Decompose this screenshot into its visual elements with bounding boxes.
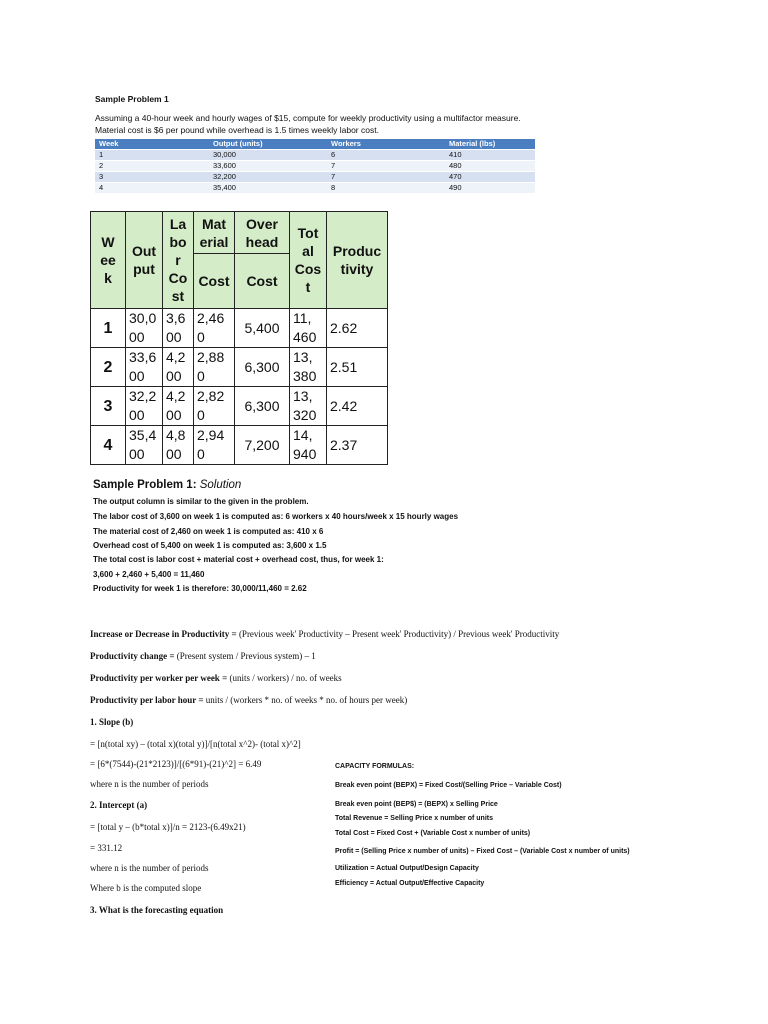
cell-material: 470 bbox=[445, 172, 535, 183]
header-week: W ee k bbox=[91, 212, 126, 309]
solution-header-row bbox=[91, 212, 388, 254]
header-output: Output (units) bbox=[209, 139, 327, 150]
problem-description-line-1: Assuming a 40-hour week and hourly wages of $15, compute for weekly productivity using a multifactor measure. bbox=[95, 113, 521, 123]
header-productivity: Produc tivity bbox=[327, 212, 388, 309]
cell-material-cost: 2,46 0 bbox=[194, 309, 235, 348]
formula-label: Increase or Decrease in Productivity = bbox=[90, 629, 237, 639]
capacity-line: Total Revenue = Selling Price x number of units bbox=[335, 815, 493, 822]
header-material: Mat erial bbox=[194, 212, 235, 254]
cell-productivity: 2.51 bbox=[327, 348, 388, 387]
capacity-line: Efficiency = Actual Output/Effective Capacity bbox=[335, 880, 485, 887]
cell-output: 30,0 00 bbox=[126, 309, 163, 348]
cell-labor-cost: 4,2 00 bbox=[163, 348, 194, 387]
solution-heading-text: Sample Problem 1: bbox=[93, 479, 200, 491]
formula-text: (units / workers) / no. of weeks bbox=[227, 673, 342, 683]
cell-total-cost: 13, 380 bbox=[290, 348, 327, 387]
cell-total-cost: 13, 320 bbox=[290, 387, 327, 426]
capacity-line: Break even point (BEP$) = (BEPX) x Selling Price bbox=[335, 801, 498, 808]
cell-week: 1 bbox=[91, 309, 126, 348]
slope-formula: = [n(total xy) – (total x)(total y)]/[n(total x^2)- (total x)^2] bbox=[90, 739, 301, 749]
formula-text: units / (workers * no. of weeks * no. of hours per week) bbox=[203, 695, 408, 705]
slope-note: where n is the number of periods bbox=[90, 779, 209, 789]
capacity-title: CAPACITY FORMULAS: bbox=[335, 763, 415, 770]
solution-line: The total cost is labor cost + material cost + overhead cost, thus, for week 1: bbox=[93, 555, 384, 564]
solution-line: The output column is similar to the given in the problem. bbox=[93, 497, 309, 506]
solution-heading-emphasis: Solution bbox=[199, 479, 242, 491]
header-material: Material (lbs) bbox=[445, 139, 535, 150]
solution-line: 3,600 + 2,460 + 5,400 = 11,460 bbox=[93, 570, 205, 579]
cell-output: 30,000 bbox=[209, 150, 327, 161]
table-row bbox=[95, 172, 535, 183]
slope-computation: = [6*(7544)-(21*2123)]/[(6*91)-(21)^2] = 6.49 bbox=[90, 759, 262, 769]
intercept-note-slope: Where b is the computed slope bbox=[90, 883, 202, 893]
cell-labor-cost: 4,2 00 bbox=[163, 387, 194, 426]
intercept-result: = 331.12 bbox=[90, 843, 123, 853]
table-row bbox=[91, 309, 388, 348]
cell-week: 3 bbox=[95, 172, 209, 183]
slope-title: 1. Slope (b) bbox=[90, 717, 134, 727]
formula-label: Productivity per worker per week = bbox=[90, 673, 228, 683]
table-row bbox=[91, 348, 388, 387]
solution-table bbox=[90, 211, 388, 465]
cell-week: 1 bbox=[95, 150, 209, 161]
formula-text: (Present system / Previous system) – 1 bbox=[174, 651, 316, 661]
intercept-note: where n is the number of periods bbox=[90, 863, 209, 873]
formula-per-worker bbox=[90, 673, 342, 683]
table-row bbox=[91, 426, 388, 465]
cell-workers: 8 bbox=[327, 183, 445, 194]
cell-material-cost: 2,88 0 bbox=[194, 348, 235, 387]
header-output: Out put bbox=[126, 212, 163, 309]
header-overhead: Over head bbox=[235, 212, 290, 254]
formula-per-labor-hour bbox=[90, 695, 407, 705]
table-row bbox=[95, 161, 535, 172]
cell-material-cost: 2,94 0 bbox=[194, 426, 235, 465]
cell-overhead-cost: 6,300 bbox=[235, 387, 290, 426]
cell-labor-cost: 4,8 00 bbox=[163, 426, 194, 465]
cell-week: 4 bbox=[95, 183, 209, 194]
cell-output: 32,2 00 bbox=[126, 387, 163, 426]
table-row bbox=[91, 387, 388, 426]
problem-data-table bbox=[95, 139, 535, 193]
cell-output: 33,600 bbox=[209, 161, 327, 172]
header-labor-cost: La bo r Co st bbox=[163, 212, 194, 309]
solution-line: The labor cost of 3,600 on week 1 is computed as: 6 workers x 40 hours/week x 15 hourly wages bbox=[93, 512, 459, 521]
cell-output: 32,200 bbox=[209, 172, 327, 183]
formula-productivity-change bbox=[90, 651, 316, 661]
cell-material: 480 bbox=[445, 161, 535, 172]
cell-week: 3 bbox=[91, 387, 126, 426]
formula-label: Productivity change = bbox=[90, 651, 175, 661]
cell-output: 35,4 00 bbox=[126, 426, 163, 465]
header-week: Week bbox=[95, 139, 209, 150]
cell-overhead-cost: 7,200 bbox=[235, 426, 290, 465]
capacity-line: Break even point (BEPX) = Fixed Cost/(Selling Price – Variable Cost) bbox=[335, 782, 562, 789]
cell-workers: 7 bbox=[327, 161, 445, 172]
cell-workers: 7 bbox=[327, 172, 445, 183]
cell-week: 4 bbox=[91, 426, 126, 465]
cell-output: 35,400 bbox=[209, 183, 327, 194]
formula-text: (Previous week' Productivity – Present week' Productivity) / Previous week' Productivity bbox=[236, 629, 560, 639]
capacity-line: Utilization = Actual Output/Design Capacity bbox=[335, 865, 479, 872]
cell-overhead-cost: 5,400 bbox=[235, 309, 290, 348]
cell-output: 33,6 00 bbox=[126, 348, 163, 387]
table-row bbox=[95, 183, 535, 194]
cell-labor-cost: 3,6 00 bbox=[163, 309, 194, 348]
problem-description bbox=[95, 112, 545, 136]
header-material-cost: Cost bbox=[194, 254, 235, 309]
capacity-line: Profit = (Selling Price x number of units) – Fixed Cost – (Variable Cost x number of units) bbox=[335, 848, 630, 855]
intercept-formula: = [total y – (b*total x)]/n = 2123-(6.49x21) bbox=[90, 822, 246, 832]
table-header-row bbox=[95, 139, 535, 150]
header-workers: Workers bbox=[327, 139, 445, 150]
cell-productivity: 2.42 bbox=[327, 387, 388, 426]
cell-workers: 6 bbox=[327, 150, 445, 161]
problem-description-line-2: Material cost is $6 per pound while overhead is 1.5 times weekly labor cost. bbox=[95, 125, 379, 135]
cell-material: 410 bbox=[445, 150, 535, 161]
solution-line: Overhead cost of 5,400 on week 1 is computed as: 3,600 x 1.5 bbox=[93, 541, 327, 550]
cell-total-cost: 14, 940 bbox=[290, 426, 327, 465]
cell-week: 2 bbox=[95, 161, 209, 172]
header-total-cost: Tot al Cos t bbox=[290, 212, 327, 309]
intercept-title: 2. Intercept (a) bbox=[90, 800, 148, 810]
cell-total-cost: 11, 460 bbox=[290, 309, 327, 348]
cell-week: 2 bbox=[91, 348, 126, 387]
solution-line: Productivity for week 1 is therefore: 30,000/11,460 = 2.62 bbox=[93, 584, 307, 593]
table-row bbox=[95, 150, 535, 161]
cell-material: 490 bbox=[445, 183, 535, 194]
header-overhead-cost: Cost bbox=[235, 254, 290, 309]
forecast-title: 3. What is the forecasting equation bbox=[90, 905, 224, 915]
cell-overhead-cost: 6,300 bbox=[235, 348, 290, 387]
formula-label: Productivity per labor hour = bbox=[90, 695, 204, 705]
cell-productivity: 2.62 bbox=[327, 309, 388, 348]
capacity-line: Total Cost = Fixed Cost + (Variable Cost x number of units) bbox=[335, 830, 531, 837]
problem-title: Sample Problem 1 bbox=[95, 94, 169, 104]
cell-productivity: 2.37 bbox=[327, 426, 388, 465]
cell-material-cost: 2,82 0 bbox=[194, 387, 235, 426]
formula-increase-decrease bbox=[90, 629, 559, 639]
solution-heading bbox=[93, 479, 241, 491]
solution-line: The material cost of 2,460 on week 1 is computed as: 410 x 6 bbox=[93, 527, 324, 536]
